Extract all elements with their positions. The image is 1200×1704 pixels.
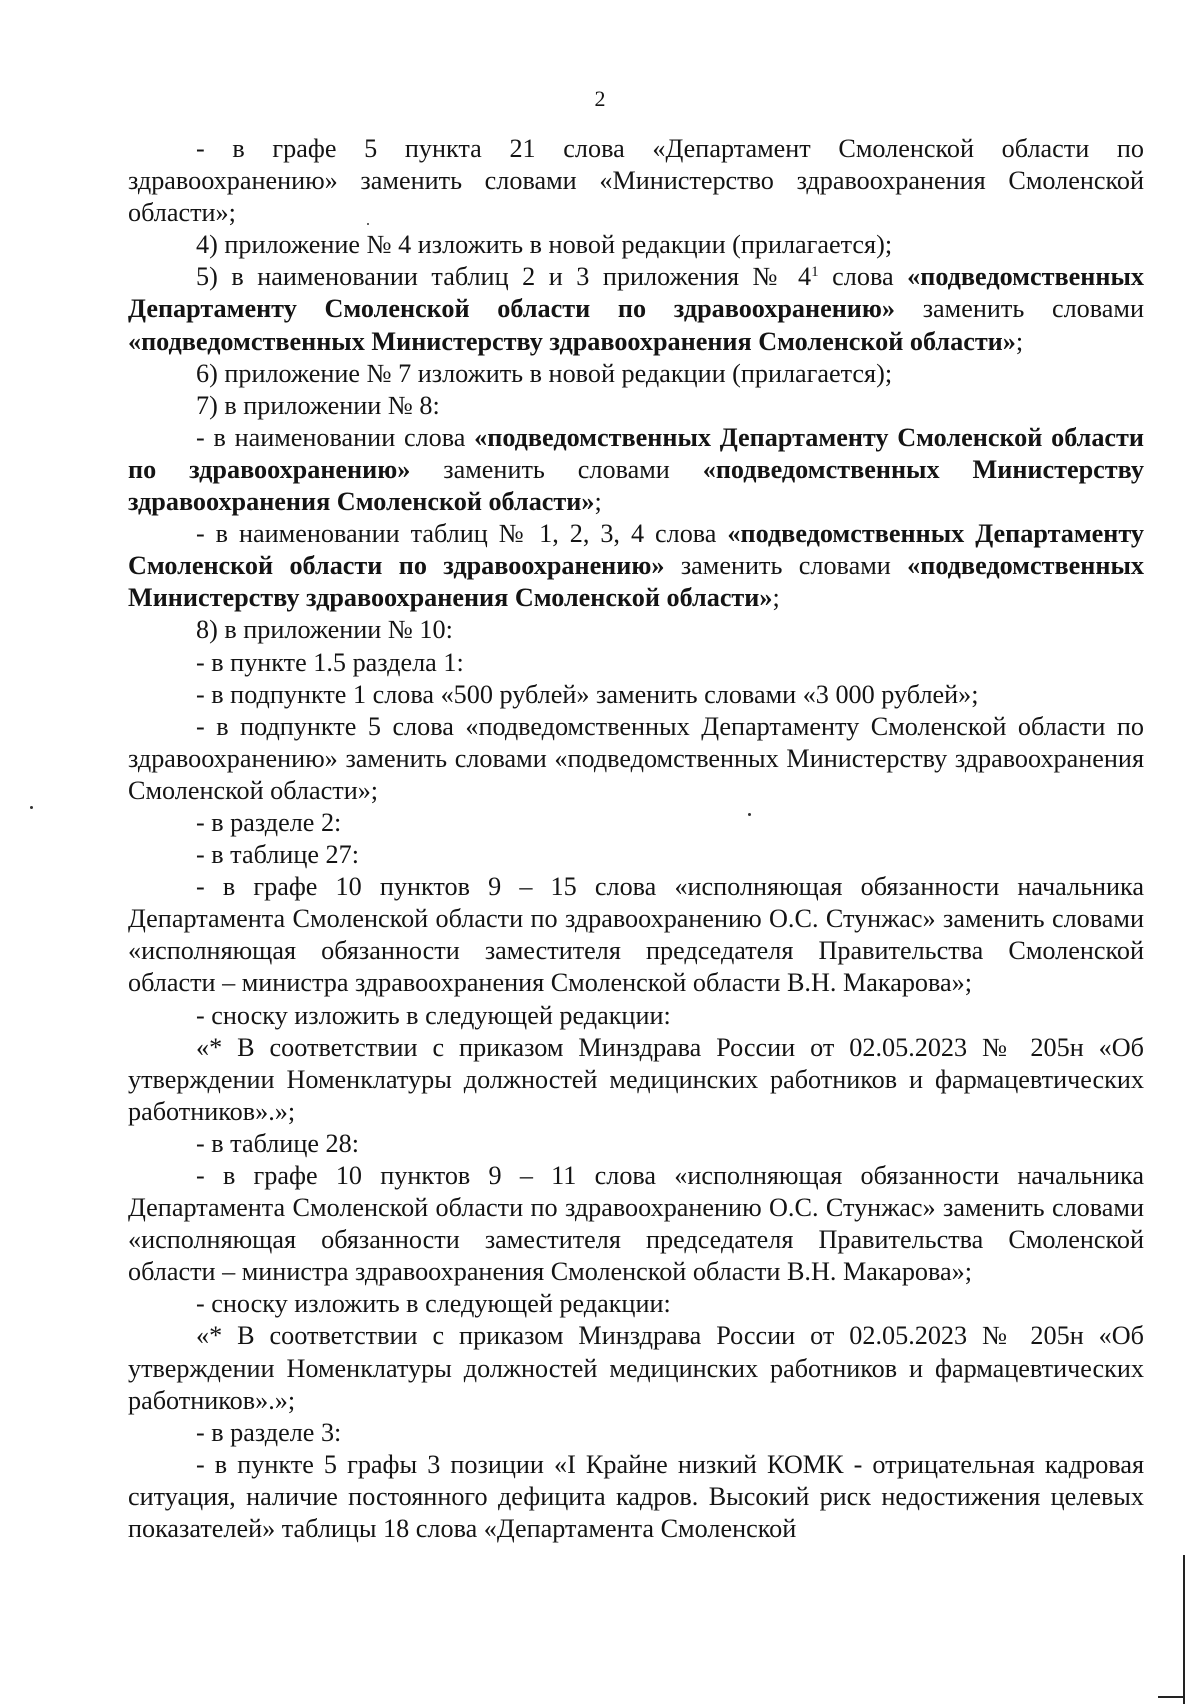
text-segment: 5) в наименовании таблиц 2 и 3 приложения № 4 [196,262,812,292]
paragraph [128,807,1144,839]
text-segment: - в пункте 5 графы 3 позиции «I Крайне низкий КОМК - отрицательная кадровая ситуация, наличие постоянного дефицита кадров. Высокий риск недостижения целевых показателей» таблицы 18 слова «Департамента Смоленской [128,1449,1144,1544]
bold-text: «подведомственных Департаменту Смоленской области по здравоохранению» [128,519,1145,581]
text-segment: - в наименовании слова [196,422,475,452]
paragraph [128,133,1144,229]
text-segment: - в таблице 27: [196,840,359,870]
superscript: 1 [811,264,819,281]
text-segment: - в графе 10 пунктов 9 – 11 слова «исполняющая обязанности начальника Департамента Смоленской области по здравоохранению О.С. Стунжас» заменить словами «исполняющая обязанности заместителя председателя Правительства Смоленской области – министра здравоохранения Смоленской области В.Н. Макарова»; [128,1161,1144,1287]
paragraph [128,390,1144,422]
text-segment: 6) приложение № 7 изложить в новой редакции (прилагается); [196,358,893,388]
text-segment: заменить словами [410,454,703,484]
paragraph [128,1000,1144,1032]
paragraph [128,1320,1144,1416]
text-segment: - в пункте 1.5 раздела 1: [196,647,464,677]
paragraph [128,1128,1144,1160]
text-segment: ; [772,583,780,613]
text-segment: 8) в приложении № 10: [196,615,453,645]
text-segment: - в наименовании таблиц № 1, 2, 3, 4 слова [196,519,728,549]
paragraph [128,647,1144,679]
paragraph [128,1449,1144,1545]
text-segment: - в подпункте 5 слова «подведомственных Департаменту Смоленской области по здравоохранению» заменить словами «подведомственных Министерству здравоохранения Смоленской области»; [128,711,1144,805]
bold-text: «подведомственных Департаменту Смоленской области по здравоохранению» [128,422,1145,484]
bold-text: «подведомственных Департаменту Смоленской области по здравоохранению» [128,262,1144,324]
paragraph [128,1288,1144,1320]
paragraph [128,839,1144,871]
scan-speck [367,223,369,225]
paragraph [128,711,1144,807]
document-body [128,133,1144,1545]
text-segment: ; [594,487,602,517]
paragraph [128,871,1144,999]
paragraph [128,229,1144,261]
paragraph [128,1417,1144,1449]
page-number: 2 [594,86,606,111]
scan-edge-line-horizontal [1158,1696,1185,1698]
paragraph [128,1160,1144,1288]
text-segment: - сноску изложить в следующей редакции: [196,1289,671,1319]
text-segment: - в подпункте 1 слова «500 рублей» заменить словами «3 000 рублей»; [196,679,979,709]
scan-speck [748,813,751,816]
text-segment: - сноску изложить в следующей редакции: [196,1000,671,1030]
paragraph [128,679,1144,711]
text-segment: 4) приложение № 4 изложить в новой редакции (прилагается); [196,230,893,260]
text-segment: - в таблице 28: [196,1128,359,1158]
paragraph [128,614,1144,646]
paragraph [128,422,1144,518]
scan-speck [30,806,33,809]
text-segment: - в графе 10 пунктов 9 – 15 слова «исполняющая обязанности начальника Департамента Смоленской области по здравоохранению О.С. Стунжас» заменить словами «исполняющая обязанности заместителя председателя Правительства Смоленской области – министра здравоохранения Смоленской области В.Н. Макарова»; [128,872,1144,998]
text-segment: - в разделе 2: [196,807,342,837]
text-segment: «* В соответствии с приказом Минздрава России от 02.05.2023 № 205н «Об утверждении Номенклатуры должностей медицинских работников и фармацевтических работников».»; [128,1032,1144,1126]
paragraph [128,518,1144,614]
bold-text: «подведомственных Министерству здравоохранения Смоленской области» [128,551,1144,613]
text-segment: - в разделе 3: [196,1417,342,1447]
text-segment: заменить словами [664,551,908,581]
bold-text: «подведомственных Министерству здравоохранения Смоленской области» [128,326,1016,356]
paragraph [128,1032,1144,1128]
text-segment: слова [818,262,908,292]
text-segment: 7) в приложении № 8: [196,390,440,420]
text-segment: - в графе 5 пункта 21 слова «Департамент Смоленской области по здравоохранению» заменить словами «Министерство здравоохранения Смоленской области»; [128,134,1144,228]
text-segment: заменить словами [895,294,1144,324]
text-segment: «* В соответствии с приказом Минздрава России от 02.05.2023 № 205н «Об утверждении Номенклатуры должностей медицинских работников и фармацевтических работников».»; [128,1321,1144,1415]
scan-edge-line-vertical [1183,1555,1185,1704]
text-segment: ; [1015,326,1024,356]
bold-text: «подведомственных Министерству здравоохранения Смоленской области» [128,454,1144,517]
paragraph [128,261,1144,357]
paragraph [128,358,1144,390]
